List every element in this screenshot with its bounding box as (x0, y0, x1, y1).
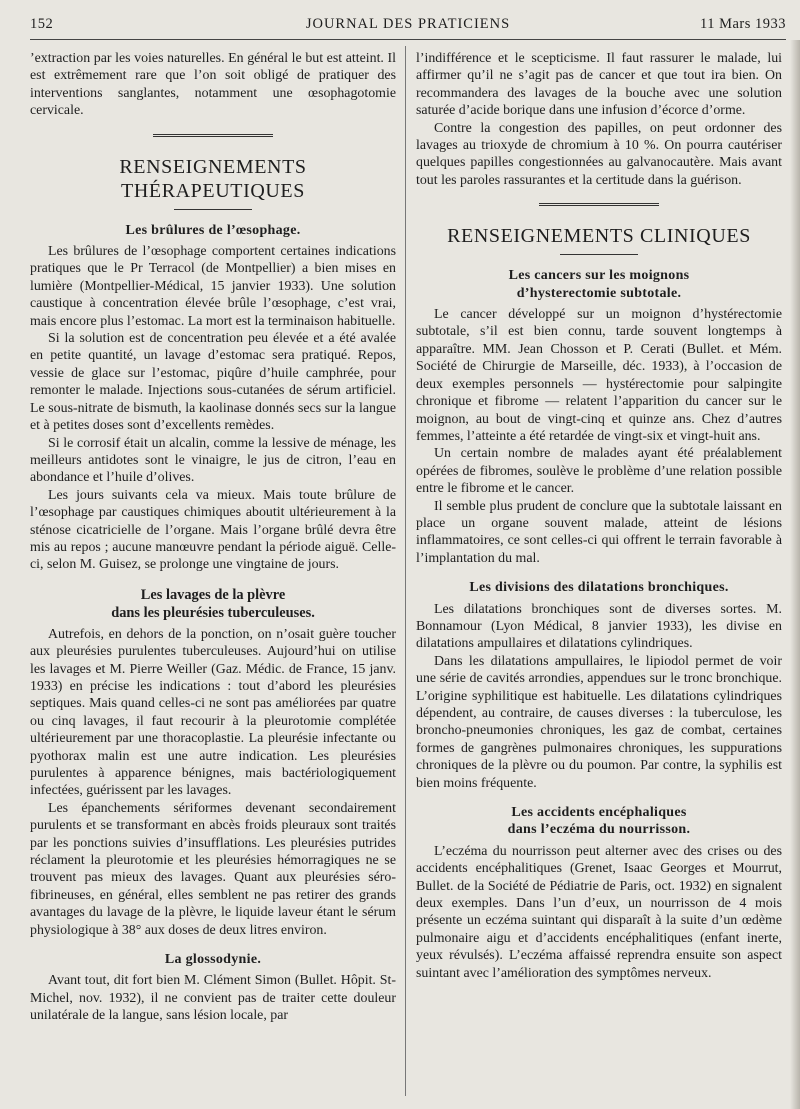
article-title: Les cancers sur les moignons (508, 268, 690, 284)
paragraph: Les épanchements sériformes devenant secondairement purulents et se transformant en abcès froids pleuraux sont traités par les ponctions suivies d’insufflations. Les pleurésies putrides réclament la pleurotomie et les pleurésies hémorragiques ne se trouvent pas mieux des lavages. Quant aux pleurésies séro-fibrineuses, en général, elles semblent ne pas retirer des grands avantages du lavage de la plèvre, le liquide laveur étant le sérum physiologique à 38° aux doses de deux litres environ. (30, 800, 396, 938)
column-divider (405, 46, 406, 1096)
section-ornament (539, 203, 659, 208)
paragraph: Un certain nombre de malades ayant été préalablement opérées de fibromes, soulève le problème d’une relation possible entre le fibrome et le cancer. (416, 446, 782, 497)
article-title-line2: dans l’eczéma du nourrisson. (507, 822, 691, 838)
title-underline (560, 254, 638, 255)
running-header (30, 16, 786, 38)
paragraph: Les jours suivants cela va mieux. Mais toute brûlure de l’œsophage par caustiques chimiques aboutit ultérieurement à la sténose cicatricielle de l’organe. Mais l’organe brûlé devra être mis au repos ; aucune manœuvre pendant la période aiguë. Celle-ci, selon M. Guisez, se prolonge une vingtaine de jours. (30, 487, 396, 573)
page-edge-shadow (790, 40, 800, 1109)
section-title: RENSEIGNEMENTS CLINIQUES (447, 225, 751, 248)
issue-date: 11 Mars 1933 (699, 16, 786, 32)
paragraph: L’eczéma du nourrisson peut alterner avec des crises ou des accidents encéphalitiques (Grenet, Isaac Georges et Mourrut, Bullet. de la Société de Pédiatrie de Paris, oct. 1932) en signalent deux exemples. Dans l’un d’eux, un nourrisson de 4 mois présente un eczéma suintant qui disparaît à la suite d’un œdème pulmonaire aigu et d’accidents encéphalitiques (enfant inerte, yeux révulsés). L’eczéma affaissé reprendra ensuite son aspect suintant avec l’amélioration des symptômes nerveux. (416, 843, 782, 981)
paragraph: Le cancer développé sur un moignon d’hystérectomie subtotale, s’il est bien connu, tarde souvent longtemps à apparaître. MM. Jean Chosson et P. Cerati (Bullet. et Mém. Société de Chirurgie de Marseille, déc. 1933), à l’occasion de deux exemples personnels — hystérectomie pour salpingite chronique et fibrome — relatent l’apparition du cancer sur le moignon, au bout de vingt-cinq et quinze ans. Chez d’autres femmes, l’atteinte a été retardée de vingt-six et vingt-huit ans. (416, 307, 782, 444)
paragraph: Si le corrosif était un alcalin, comme la lessive de ménage, les meilleurs antidotes sont le vinaigre, le jus de citron, l’eau en abondance et l’huile d’olives. (30, 435, 396, 486)
article-title: Les brûlures de l’œsophage. (125, 222, 301, 238)
article-title-line2: d’hysterectomie subtotale. (516, 285, 682, 301)
paragraph: Les dilatations bronchiques sont de diverses sortes. M. Bonnamour (Lyon Médical, 8 janvier 1933), les divise en dilatations ampullaires et dilatations cylindriques. (416, 601, 782, 652)
article-title: Les lavages de la plèvre (140, 586, 286, 603)
article-title: Les divisions des dilatations bronchiques. (469, 580, 729, 596)
title-underline (174, 209, 252, 210)
article-title: La glossodynie. (164, 952, 262, 968)
right-column (416, 50, 782, 982)
paragraph: Dans les dilatations ampullaires, le lipiodol permet de voir une série de cavités arrondies, appendues sur le tronc bronchique. L’origine syphilitique est habituelle. Les dilatations cylindriques dépendent, au contraire, de causes diverses : la tuberculose, les broncho-pneumonies chroniques, les gaz de combat, certaines formes de gangrènes pulmonaires chroniques, les suppurations chroniques de la plèvre ou du poumon. Par contre, la syphilis est bien moins fréquente. (416, 653, 782, 791)
journal-title: JOURNAL DES PRATICIENS (305, 16, 511, 32)
section-ornament (153, 134, 273, 139)
paragraph: Les brûlures de l’œsophage comportent certaines indications pratiques que le Pr Terracol (de Montpellier) a bien mises en lumière (Montpellier-Médical, 15 janvier 1933). Une solution caustique à concentration élevée brûle l’œsophage, c’est vrai, mais encore plus l’estomac. La mort est la terminaison habituelle. (30, 244, 396, 329)
page-number: 152 (30, 16, 54, 32)
paragraph: Si la solution est de concentration peu élevée et a été avalée en petite quantité, un lavage d’estomac sera pratiqué. Repos, vessie de glace sur l’estomac, piqûre d’huile camphrée, pour remonter le malade. Injections sous-cutanées de sérum artificiel. Le sous-nitrate de bismuth, la kaolinase donnés secs sur la langue et à petites doses sont d’excellents remèdes. (30, 331, 396, 434)
section-title: RENSEIGNEMENTS THÉRAPEUTIQUES (119, 155, 307, 202)
paragraph: l’indifférence et le scepticisme. Il faut rassurer le malade, lui affirmer qu’il ne s’agit pas de cancer et que tout ira bien. On recommandera des lavages de la bouche avec une solution saturée d’acide borique dans une infusion d’écorce d’orme. (416, 51, 782, 119)
left-column (30, 50, 396, 1025)
article-title-line2: dans les pleurésies tuberculeuses. (111, 604, 315, 621)
paragraph: Avant tout, dit fort bien M. Clément Simon (Bullet. Hôpit. St-Michel, nov. 1932), il ne convient pas de traiter cette douleur unilatérale de la langue, sans lésion locale, par (30, 973, 396, 1024)
paragraph: Contre la congestion des papilles, on peut ordonner des lavages au trioxyde de chromium à 10 %. On pourra cautériser quelques papilles congestionnées au galvanocautère. Mais avant tout les paroles rassurantes et la certitude dans la guérison. (416, 120, 782, 188)
paragraph: ’extraction par les voies naturelles. En général le but est atteint. Il est extrêmement rare que l’on soit obligé de pratiquer des interventions sanglantes, notamment une œsophagotomie cervicale. (30, 51, 396, 119)
article-title: Les accidents encéphaliques (511, 805, 687, 821)
paragraph: Il semble plus prudent de conclure que la subtotale laissant en place un organe souvent malade, atteint de lésions inflammatoires, ce sont celles-ci qui offrent le terrain favorable à l’implantation du mal. (416, 498, 782, 566)
header-rule (30, 39, 786, 40)
paragraph: Autrefois, en dehors de la ponction, on n’osait guère toucher aux pleurésies purulentes tuberculeuses. Aujourd’hui on utilise les lavages et M. Pierre Weiller (Gaz. Médic. de France, 15 janv. 1933) en précise les indications : tout d’abord les pleurésies septiques. Mais quand celles-ci ne sont pas améliorées par quatre ou cinq lavages, il faut recourir à la pleurotomie complétée ultérieurement par une thoracoplastie. La pleurésie infectante ou pyothorax malin est une autre indication. Les pleurésies purulentes à apparence bénignes, mais bactériologiquement infectées, guérissent par les lavages. (30, 626, 396, 799)
